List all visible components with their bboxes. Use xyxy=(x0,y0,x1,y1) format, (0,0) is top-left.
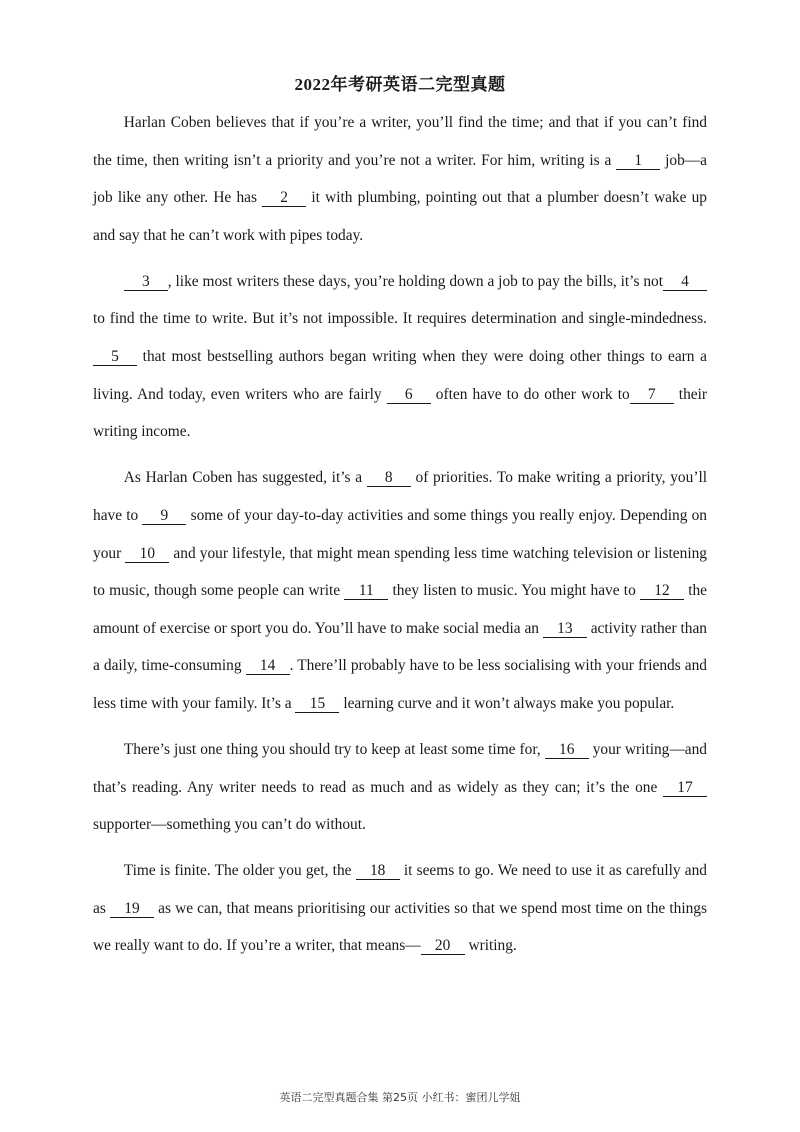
blank-20: 20 xyxy=(421,938,465,955)
text-segment: . There’ll probably have to be less socialising with your friends and less time with your family. It’s a xyxy=(93,657,707,712)
text-segment: , like most writers these days, you’re holding down a job to pay the bills, it’s not xyxy=(167,272,663,290)
text-segment: your writing—and that’s reading. Any writer needs to read as much and as widely as they can; it’s the one xyxy=(93,741,707,796)
blank-7: 7 xyxy=(630,387,674,404)
blank-18: 18 xyxy=(356,863,400,880)
blank-19: 19 xyxy=(110,901,154,918)
paragraph-2 xyxy=(93,263,707,451)
text-segment: to find the time to write. But it’s not impossible. It requires determination and single-mindedness. xyxy=(93,310,707,328)
text-segment: they listen to music. You might have to xyxy=(388,582,640,600)
text-segment: the amount of exercise or sport you do. You’ll have to make social media an xyxy=(93,582,707,637)
blank-1: 1 xyxy=(616,153,660,170)
paragraph-1 xyxy=(93,104,707,254)
blank-13: 13 xyxy=(543,621,587,638)
text-segment: Time is finite. The older you get, the xyxy=(123,862,356,880)
text-segment: that most bestselling authors began writing when they were doing other things to earn a living. And today, even writers who are fairly xyxy=(93,348,707,403)
text-segment: writing. xyxy=(464,937,517,955)
text-segment: and your lifestyle, that might mean spending less time watching television or listening to music, though some people can write xyxy=(93,544,707,600)
blank-15: 15 xyxy=(295,696,339,713)
text-segment: their writing income. xyxy=(93,385,707,441)
page-footer: 英语二完型真题合集 第25页 小红书：蜜团儿学姐 xyxy=(279,1091,521,1104)
text-segment: There’s just one thing you should try to keep at least some time for, xyxy=(123,741,545,758)
blank-14: 14 xyxy=(246,658,290,675)
blank-10: 10 xyxy=(125,546,169,563)
blank-3: 3 xyxy=(124,274,168,291)
text-segment: it with plumbing, pointing out that a plumber doesn’t wake up and say that he can’t work with pipes today. xyxy=(93,189,707,244)
text-segment: often have to do other work to xyxy=(430,385,630,403)
text-segment: supporter—something you can’t do without. xyxy=(93,816,366,834)
blank-6: 6 xyxy=(387,387,431,404)
passage xyxy=(93,104,707,974)
text-segment: As Harlan Coben has suggested, it’s a xyxy=(123,469,367,487)
text-segment: job—a job like any other. He has xyxy=(93,151,707,207)
blank-11: 11 xyxy=(344,583,388,600)
blank-12: 12 xyxy=(640,583,684,600)
paragraph-4 xyxy=(93,731,707,844)
blank-17: 17 xyxy=(663,780,707,797)
text-segment: learning curve and it won’t always make you popular. xyxy=(339,694,675,712)
paragraph-3 xyxy=(93,459,707,722)
blank-9: 9 xyxy=(142,508,186,525)
text-segment: Harlan Coben believes that if you’re a writer, you’ll find the time; and that if you can’t find the time, then writing isn’t a priority and you’re not a writer. For him, writing is a xyxy=(93,114,707,169)
text-segment: some of your day-to-day activities and some things you really enjoy. Depending on your xyxy=(93,506,707,562)
text-segment: of priorities. To make writing a priority, you’ll have to xyxy=(93,469,707,524)
page-title: 2022年考研英语二完型真题 xyxy=(294,75,506,94)
blank-2: 2 xyxy=(262,190,306,207)
paragraph-5 xyxy=(93,852,707,965)
text-segment: as we can, that means prioritising our activities so that we spend most time on the things we really want to do. If you’re a writer, that means— xyxy=(93,899,707,955)
text-segment: activity rather than a daily, time-consuming xyxy=(93,619,707,675)
text-segment: it seems to go. We need to use it as carefully and as xyxy=(93,862,708,917)
blank-16: 16 xyxy=(545,742,589,759)
blank-5: 5 xyxy=(93,349,137,366)
blank-8: 8 xyxy=(367,470,411,487)
blank-4: 4 xyxy=(663,274,707,291)
